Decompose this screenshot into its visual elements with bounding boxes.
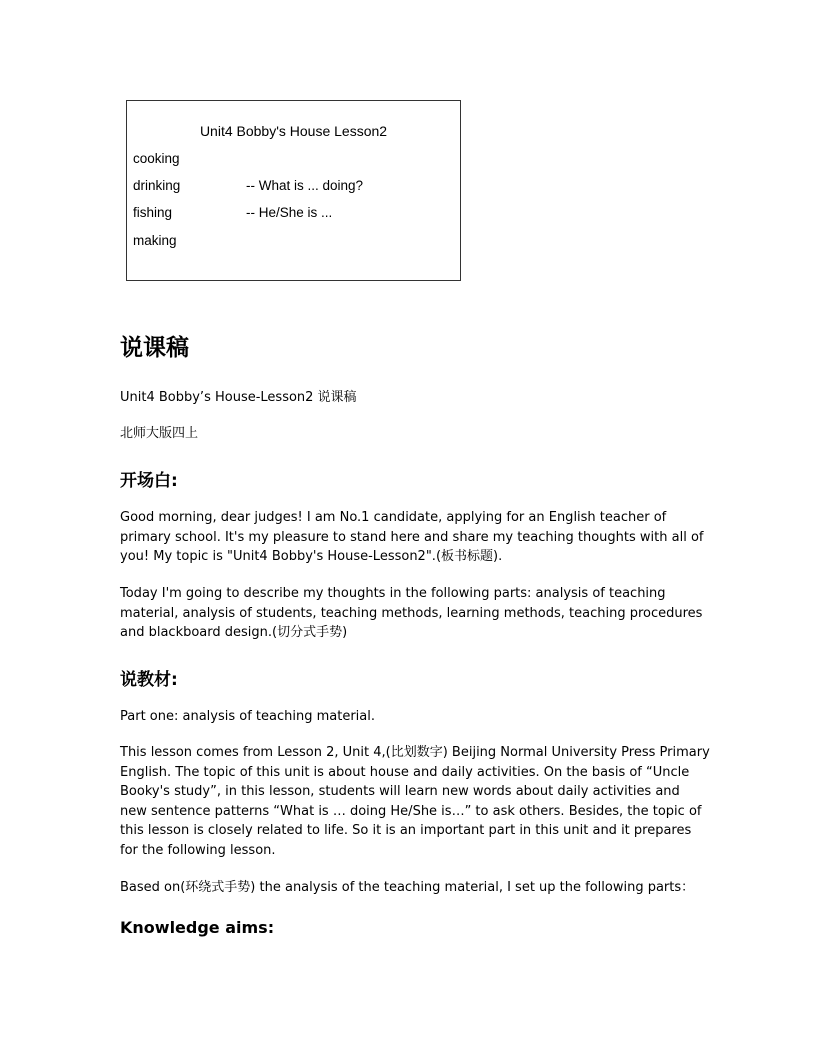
blackboard-design-box xyxy=(126,100,461,281)
subtitle-line: Unit4 Bobby’s House-Lesson2 说课稿 xyxy=(120,390,357,405)
material-paragraph-2: This lesson comes from Lesson 2, Unit 4,(比划数字) Beijing Normal University Press Primary English. The topic of this unit is about house and daily activities. On the basis of “Uncle Booky's study”, in this lesson, students will learn new words about daily activities and new sentence patterns “What is … doing He/She is…” to ask others. Besides, the topic of this lesson is closely related to life. So it is an important part in this unit and it prepares for the following lesson. xyxy=(120,745,710,858)
board-word-fishing: fishing xyxy=(133,205,173,220)
board-pattern-question: -- What is ... doing? xyxy=(246,178,364,193)
material-paragraph-3: Based on(环绕式手势) the analysis of the teaching material, I set up the following parts： xyxy=(120,880,695,895)
edition-line: 北师大版四上 xyxy=(120,426,199,441)
opening-paragraph-1: Good morning, dear judges! I am No.1 candidate, applying for an English teacher of primary school. It's my pleasure to stand here and share my teaching thoughts with all of you! My topic is "Unit4 Bobby's House-Lesson2".(板书标题). xyxy=(120,510,704,564)
section-heading-opening: 开场白: xyxy=(120,471,178,491)
opening-paragraph-2: Today I'm going to describe my thoughts in the following parts: analysis of teaching material, analysis of students, teaching methods, learning methods, teaching procedures and blackboard design.(切分式手势) xyxy=(120,586,703,640)
board-word-making: making xyxy=(133,233,177,248)
board-pattern-answer: -- He/She is ... xyxy=(246,205,333,220)
board-word-cooking: cooking xyxy=(133,151,180,166)
material-paragraph-1: Part one: analysis of teaching material. xyxy=(120,709,376,724)
board-title: Unit4 Bobby's House Lesson2 xyxy=(199,123,388,139)
board-word-drinking: drinking xyxy=(133,178,181,193)
page-title: 说课稿 xyxy=(120,335,189,361)
section-heading-material: 说教材: xyxy=(120,670,178,690)
section-heading-knowledge-aims: Knowledge aims: xyxy=(120,918,275,937)
